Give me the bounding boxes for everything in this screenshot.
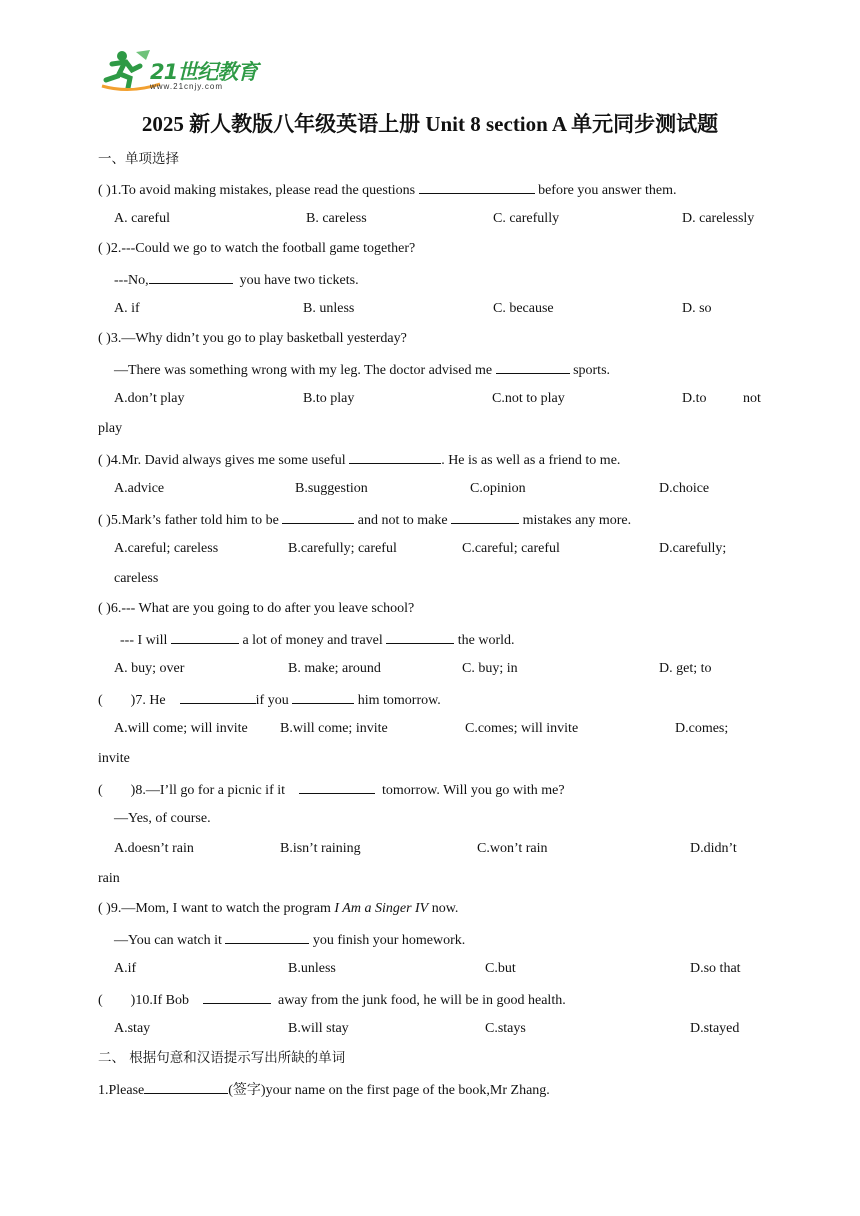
question-7-stem-b: if you [255,693,293,708]
option-b: B.will come; invite [280,721,388,736]
question-3-stem: ( )3.—Why didn’t you go to play basketball yesterday? [98,331,407,346]
answer-blank[interactable] [451,510,519,524]
option-c: C. because [493,301,554,316]
fill-1-text-b: your name on the first page of the book,Mr Zhang. [265,1083,550,1098]
option-b: B.will stay [288,1021,349,1036]
question-4-stem-a: ( )4.Mr. David always gives me some useful [98,453,350,468]
question-9-stem-a: ( )9.—Mom, I want to watch the program [98,901,335,916]
answer-blank[interactable] [144,1080,228,1094]
option-d: D.choice [659,481,710,496]
question-8 [98,780,565,800]
option-a: A.doesn’t rain [114,841,194,856]
answer-blank[interactable] [386,630,454,644]
question-9-reply-a: —You can watch it [114,933,226,948]
option-a: A. buy; over [114,661,185,676]
option-a: A.stay [114,1021,151,1036]
question-9 [98,900,458,918]
option-c: C.comes; will invite [465,721,579,736]
question-10-stem-a: ( )10.If Bob [98,993,203,1008]
section-heading-1: 一、单项选择 [98,151,179,167]
answer-blank[interactable] [171,630,239,644]
program-title: I Am a Singer IV [334,901,429,916]
option-c: C.but [485,961,516,976]
option-c: C. buy; in [462,661,518,676]
option-d: D.didn’t [690,841,737,856]
option-d: D.so that [690,961,741,976]
option-d: D.carefully; [659,541,727,556]
answer-blank[interactable] [299,780,375,794]
question-5-stem-c: mistakes any more. [519,513,632,528]
question-1-stem-b: before you answer them. [534,183,677,198]
option-a: A.don’t play [114,391,185,406]
option-d-cont: not [743,391,761,406]
option-d: D.comes; [675,721,729,736]
question-4 [98,450,620,470]
question-2-reply-a: ---No, [114,273,149,288]
fill-1-text-a: 1.Please [98,1083,145,1098]
logo-url: www.21cnjy.com [150,82,223,91]
option-c: C.won’t rain [477,841,548,856]
option-b: B.carefully; careful [288,541,397,556]
option-d: D.stayed [690,1021,740,1036]
question-6-stem: ( )6.--- What are you going to do after you leave school? [98,601,415,616]
question-9-stem-b: now. [428,901,459,916]
option-c: C.not to play [492,391,565,406]
logo [100,46,270,96]
section-heading-2: 二、 根据句意和汉语提示写出所缺的单词 [98,1050,346,1066]
option-c: C. carefully [493,211,560,226]
question-5-stem-a: ( )5.Mark’s father told him to be [98,513,283,528]
option-b: B. make; around [288,661,381,676]
option-b: B.isn’t raining [280,841,361,856]
question-5-stem-b: and not to make [354,513,452,528]
answer-blank[interactable] [349,450,441,464]
option-c: C.opinion [470,481,526,496]
answer-blank[interactable] [292,690,354,704]
option-c: C.careful; careful [462,541,560,556]
option-b: B.to play [303,391,355,406]
question-9-reply-b: you finish your homework. [309,933,466,948]
question-7 [98,690,441,710]
option-a: A. careful [114,211,170,226]
question-9-reply [114,930,465,950]
option-d-wrap: rain [98,871,120,886]
option-d-wrap: careless [114,571,159,586]
question-10 [98,990,566,1010]
answer-blank[interactable] [496,360,570,374]
option-a: A. if [114,301,140,316]
answer-blank[interactable] [203,990,271,1004]
option-d: D.to [682,391,707,406]
question-10-stem-b: away from the junk food, he will be in good health. [271,993,566,1008]
option-d: D. carelessly [682,211,755,226]
option-a: A.advice [114,481,165,496]
question-7-stem-a: ( )7. He [98,693,180,708]
answer-blank[interactable] [180,690,256,704]
question-8-stem-b: tomorrow. Will you go with me? [375,783,565,798]
option-d-wrap: invite [98,751,130,766]
question-6-reply-a: --- I will [120,633,171,648]
question-3-reply-b: sports. [569,363,611,378]
option-b: B. unless [303,301,355,316]
question-4-stem-b: . He is as well as a friend to me. [441,453,621,468]
question-6-reply-b: a lot of money and travel [238,633,387,648]
answer-blank[interactable] [419,180,535,194]
question-6-reply [120,630,515,650]
question-2-stem: ( )2.---Could we go to watch the football game together? [98,241,416,256]
question-3-reply-a: —There was something wrong with my leg. The doctor advised me [114,363,496,378]
question-6-reply-c: the world. [454,633,515,648]
question-7-stem-c: him tomorrow. [354,693,441,708]
answer-blank[interactable] [282,510,354,524]
question-8-reply: —Yes, of course. [114,811,211,826]
option-b: B. careless [306,211,367,226]
option-b: B.suggestion [295,481,368,496]
option-a: A.careful; careless [114,541,219,556]
question-5 [98,510,631,530]
option-a: A.if [114,961,137,976]
option-d-wrap: play [98,421,123,436]
chinese-hint: (签字) [228,1083,266,1098]
answer-blank[interactable] [149,270,233,284]
option-a: A.will come; will invite [114,721,248,736]
page-title: 2025 新人教版八年级英语上册 Unit 8 section A 单元同步测试题 [141,112,719,136]
question-3-reply [114,360,610,380]
option-c: C.stays [485,1021,526,1036]
option-d: D. get; to [659,661,712,676]
option-b: B.unless [288,961,336,976]
question-8-stem-a: ( )8.—I’ll go for a picnic if it [98,783,300,798]
answer-blank[interactable] [225,930,309,944]
logo-text: 21世纪教育 [150,60,258,84]
option-d: D. so [682,301,712,316]
fill-question-1 [98,1080,550,1100]
question-1 [98,180,676,200]
question-2-reply [114,270,359,290]
question-1-stem-a: ( )1.To avoid making mistakes, please read the questions [98,183,419,198]
question-2-reply-b: you have two tickets. [232,273,359,288]
